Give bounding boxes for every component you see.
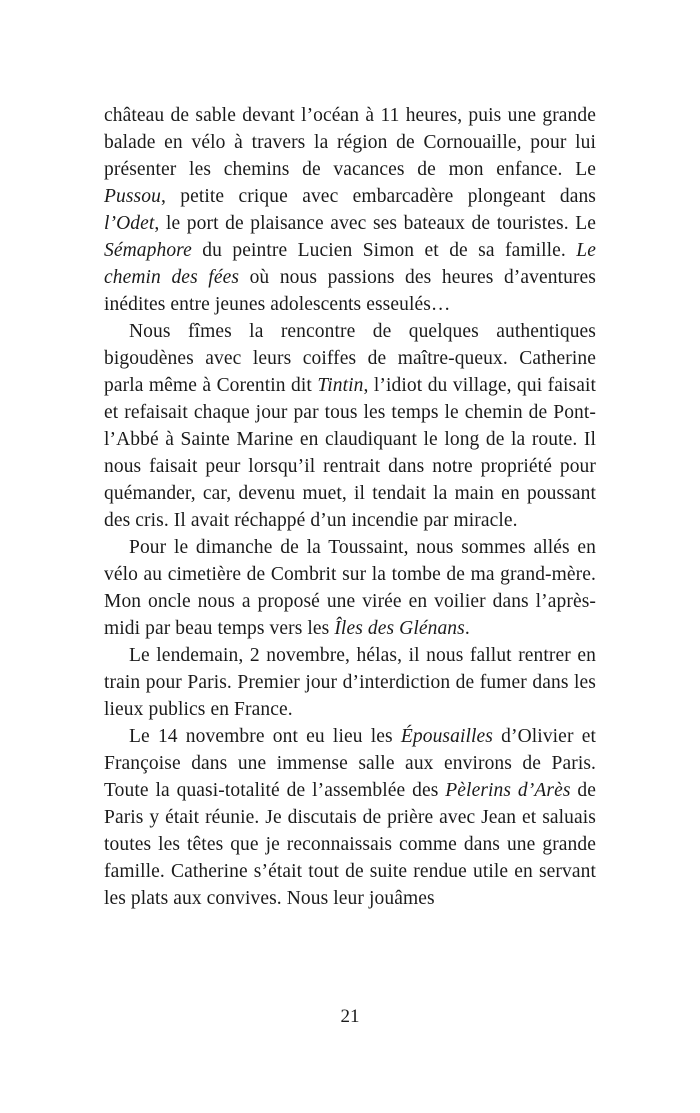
paragraph-5 [104, 723, 596, 912]
text-segment: d’Olivier et Françoise dans une immense salle aux environs de Paris. Toute la quasi-totalité de l’assemblée des [104, 726, 596, 801]
body-text [104, 102, 596, 912]
paragraph-3 [104, 534, 596, 642]
text-segment: Le 14 novembre ont eu lieu les [129, 726, 401, 747]
text-segment: , petite crique avec embarcadère plongeant dans [160, 186, 596, 207]
text-segment-italic: Épousailles [400, 726, 493, 747]
paragraph-4 [104, 642, 596, 723]
text-segment: Nous fîmes la rencontre de quelques authentiques bigoudènes avec leurs coiffes de maître-queux. Catherine parla même à Corentin dit [104, 321, 596, 396]
text-segment-italic: l’Odet [104, 213, 155, 234]
paragraph-2 [104, 318, 596, 534]
text-segment-italic: Pèlerins d’Arès [445, 780, 571, 801]
text-segment-italic: Îles des Glénans [334, 618, 465, 639]
text-segment-italic: Sémaphore [104, 240, 192, 261]
page-number: 21 [340, 1006, 360, 1027]
text-segment: , le port de plaisance avec ses bateaux de touristes. Le [154, 213, 596, 234]
text-segment-italic: Tintin [317, 375, 364, 396]
text-segment: . [464, 618, 470, 639]
text-segment-italic: Le chemin des fées [104, 240, 596, 288]
paragraph-1 [104, 102, 596, 318]
text-segment: Pour le dimanche de la Toussaint, nous sommes allés en vélo au cimetière de Combrit sur la tombe de ma grand-mère. Mon oncle nous a proposé une virée en voilier dans l’après-midi par beau temps vers les [104, 537, 596, 639]
text-segment: où nous passions des heures d’aventures inédites entre jeunes adolescents esseulés… [104, 267, 596, 315]
text-segment: Le lendemain, 2 novembre, hélas, il nous fallut rentrer en train pour Paris. Premier jour d’interdiction de fumer dans les lieux publics en France. [104, 645, 596, 720]
text-segment: château de sable devant l’océan à 11 heures, puis une grande balade en vélo à travers la région de Cornouaille, pour lui présenter les chemins de vacances de mon enfance. Le [104, 105, 596, 180]
text-segment: , l’idiot du village, qui faisait et refaisait chaque jour par tous les temps le chemin de Pont-l’Abbé à Sainte Marine en claudiquant le long de la route. Il nous faisait peur lorsqu’il rentrait dans notre propriété pour quémander, car, devenu muet, il tendait la main en poussant des cris. Il avait réchappé d’un incendie par miracle. [104, 375, 597, 531]
text-segment: du peintre Lucien Simon et de sa famille. [191, 240, 577, 261]
text-segment-italic: Pussou [104, 186, 161, 207]
text-segment: de Paris y était réunie. Je discutais de prière avec Jean et saluais toutes les têtes que je reconnaissais comme dans une grande famille. Catherine s’était tout de suite rendue utile en servant les plats aux convives. Nous leur jouâmes [104, 780, 596, 909]
